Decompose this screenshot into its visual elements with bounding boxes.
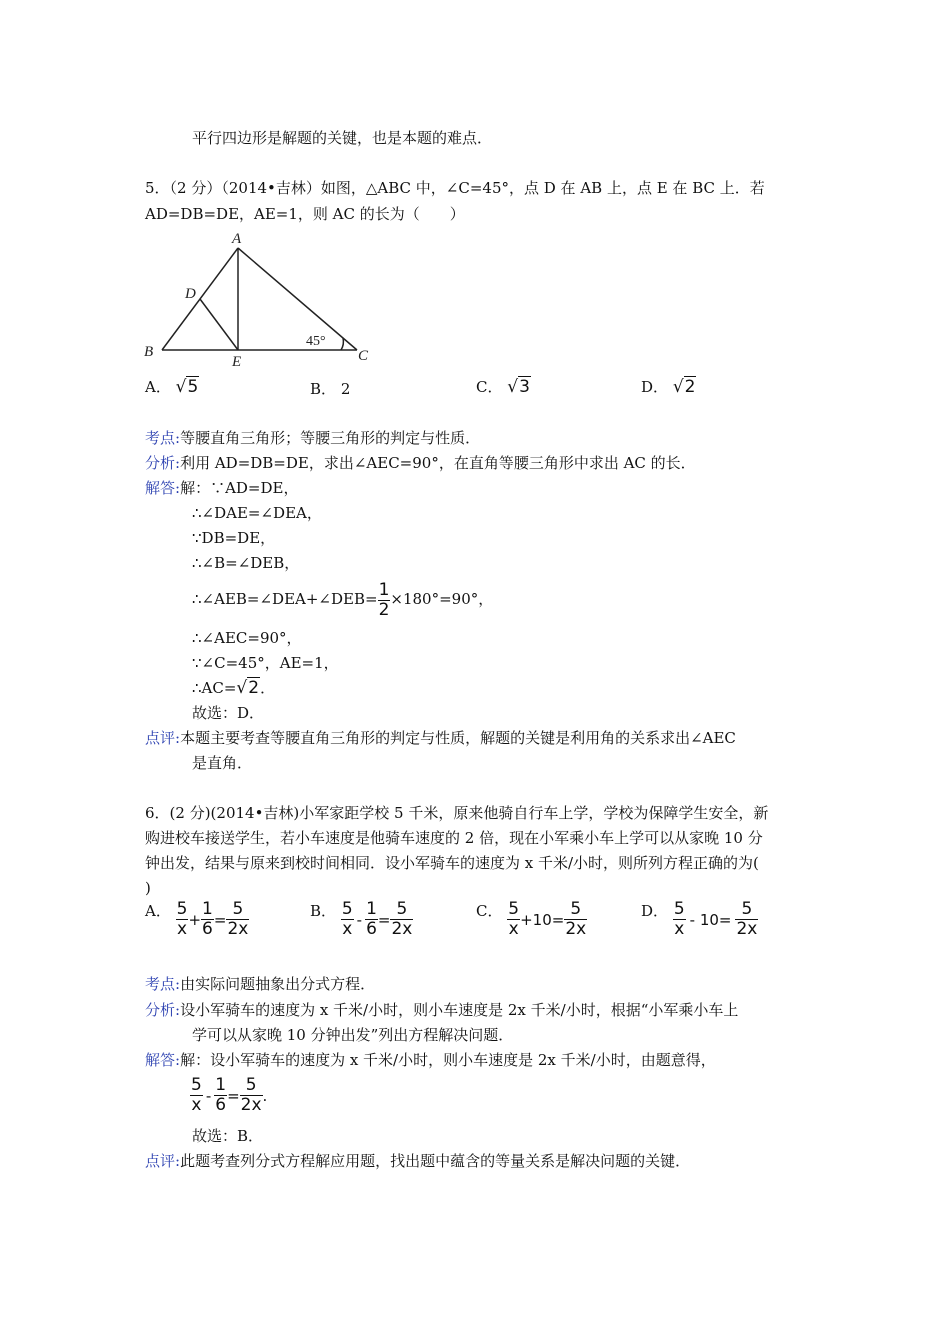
intro-line: 平行四边形是解题的关键，也是本题的难点． [192,129,493,147]
q6-stem-line-3: 钟出发，结果与原来到校时间相同．设小军骑车的速度为 x 千米/小时，则所列方程正确的为( [145,854,759,872]
q5-step-3: ∵DB=DE， [192,529,276,547]
q6-option-a[interactable] [145,900,249,939]
q5-fenxi: 分析:利用 AD=DB=DE，求出∠AEC=90°，在直角等腰三角形中求出 AC 的长． [145,454,696,472]
option-letter: D． [641,902,669,920]
q6-stem-line-4: ) [145,879,151,897]
q5-step-4: ∴∠B=∠DEB， [192,554,300,572]
q5-option-b[interactable] [310,378,350,399]
sqrt-symbol: √3 [507,377,530,397]
option-letter: B． [310,380,337,398]
angle-c-arc [341,338,343,350]
q5-stem-line-2: AD=DB=DE，AE=1，则 AC 的长为（ ） [145,205,465,223]
option-letter: B． [310,902,337,920]
q5-dianping: 点评:本题主要考查等腰直角三角形的判定与性质，解题的关键是利用角的关系求出∠AEC [145,729,736,747]
option-equation: $\frac{5}{x}$ + $\frac{1}{6}$ = $\frac{5}{2x}$ [176,899,249,939]
q6-choice: 故选：B． [192,1127,264,1145]
option-letter: D． [641,378,669,396]
q5-kaodian: 考点:等腰直角三角形；等腰三角形的判定与性质． [145,429,481,447]
q5-choice: 故选：D． [192,704,265,722]
label-jieda: 解答: [145,1051,181,1069]
q6-solution-equation: $\frac{5}{x}$ - $\frac{1}{6}$ = $\frac{5}{2x}$ . [191,1075,268,1115]
vertex-label-b: B [144,344,154,360]
q5-option-d[interactable] [641,376,696,397]
vertex-label-e: E [232,354,242,370]
q5-dianping-line-2: 是直角． [192,754,253,772]
q5-option-a[interactable] [145,376,199,397]
q5-option-c[interactable] [476,376,531,397]
q6-fenxi-line-2: 学可以从家晚 10 分钟出发”列出方程解决问题． [192,1026,514,1044]
sqrt-symbol: √2 [236,678,260,698]
label-dianping: 点评: [145,729,181,747]
q6-stem-line-2: 购进校车接送学生，若小车速度是他骑车速度的 2 倍，现在小军乘小车上学可以从家晚 10 分 [145,829,763,847]
q6-jieda: 解答:解：设小军骑车的速度为 x 千米/小时，则小车速度是 2x 千米/小时，由题意得， [145,1051,716,1069]
q5-step-8: ∴AC=√2． [192,678,276,698]
q5-step-6: ∴∠AEC=90°， [192,629,302,647]
option-equation: $\frac{5}{x}$ - 10= $\frac{5}{2x}$ [673,899,758,939]
q5-step-2: ∴∠DAE=∠DEA， [192,504,322,522]
label-dianping: 点评: [145,1152,181,1170]
option-equation: $\frac{5}{x}$ +10= $\frac{5}{2x}$ [508,899,587,939]
option-letter: A． [145,378,171,396]
label-jieda: 解答: [145,479,181,497]
segment-de [200,299,238,350]
sqrt-symbol: √5 [175,377,199,397]
q5-step-5: ∴∠AEB=∠DEA+∠DEB= $\frac{1}{2}$ ×180°=90°， [192,579,494,620]
label-kaodian: 考点: [145,429,181,447]
option-value: 2 [340,380,351,398]
q6-stem-line-1: 6．(2 分)(2014•吉林)小军家距学校 5 千米，原来他骑自行车上学，学校为保障学生安全，新 [145,804,769,822]
segment-ac [238,248,357,350]
q6-option-c[interactable] [476,900,587,939]
vertex-label-a: A [232,231,242,247]
vertex-label-d: D [185,286,196,302]
q5-triangle-figure [140,228,380,370]
q6-kaodian: 考点:由实际问题抽象出分式方程． [145,975,376,993]
angle-c-label: 45° [306,334,326,349]
q6-option-b[interactable] [310,900,413,939]
vertex-label-c: C [358,348,369,364]
fraction-half: $\frac{1}{2}$ [378,579,390,620]
q5-step-7: ∵∠C=45°，AE=1， [192,654,339,672]
option-equation: $\frac{5}{x}$ - $\frac{1}{6}$ = $\frac{5}{2x}$ [341,899,413,939]
option-letter: C． [476,378,503,396]
option-letter: A． [145,902,171,920]
q6-option-d[interactable] [641,900,758,939]
label-fenxi: 分析: [145,454,181,472]
q5-stem-line-1: 5．（2 分）（2014•吉林）如图，△ABC 中，∠C=45°，点 D 在 AB 上，点 E 在 BC 上．若 [145,179,765,197]
option-letter: C． [476,902,503,920]
sqrt-symbol: √2 [672,377,696,397]
q5-jieda: 解答:解：∵AD=DE， [145,479,299,497]
label-fenxi: 分析: [145,1001,181,1019]
q6-fenxi: 分析:设小军骑车的速度为 x 千米/小时，则小车速度是 2x 千米/小时，根据“小军乘小车上 [145,1001,739,1019]
q6-dianping: 点评:此题考查列分式方程解应用题，找出题中蕴含的等量关系是解决问题的关键． [145,1152,691,1170]
label-kaodian: 考点: [145,975,181,993]
